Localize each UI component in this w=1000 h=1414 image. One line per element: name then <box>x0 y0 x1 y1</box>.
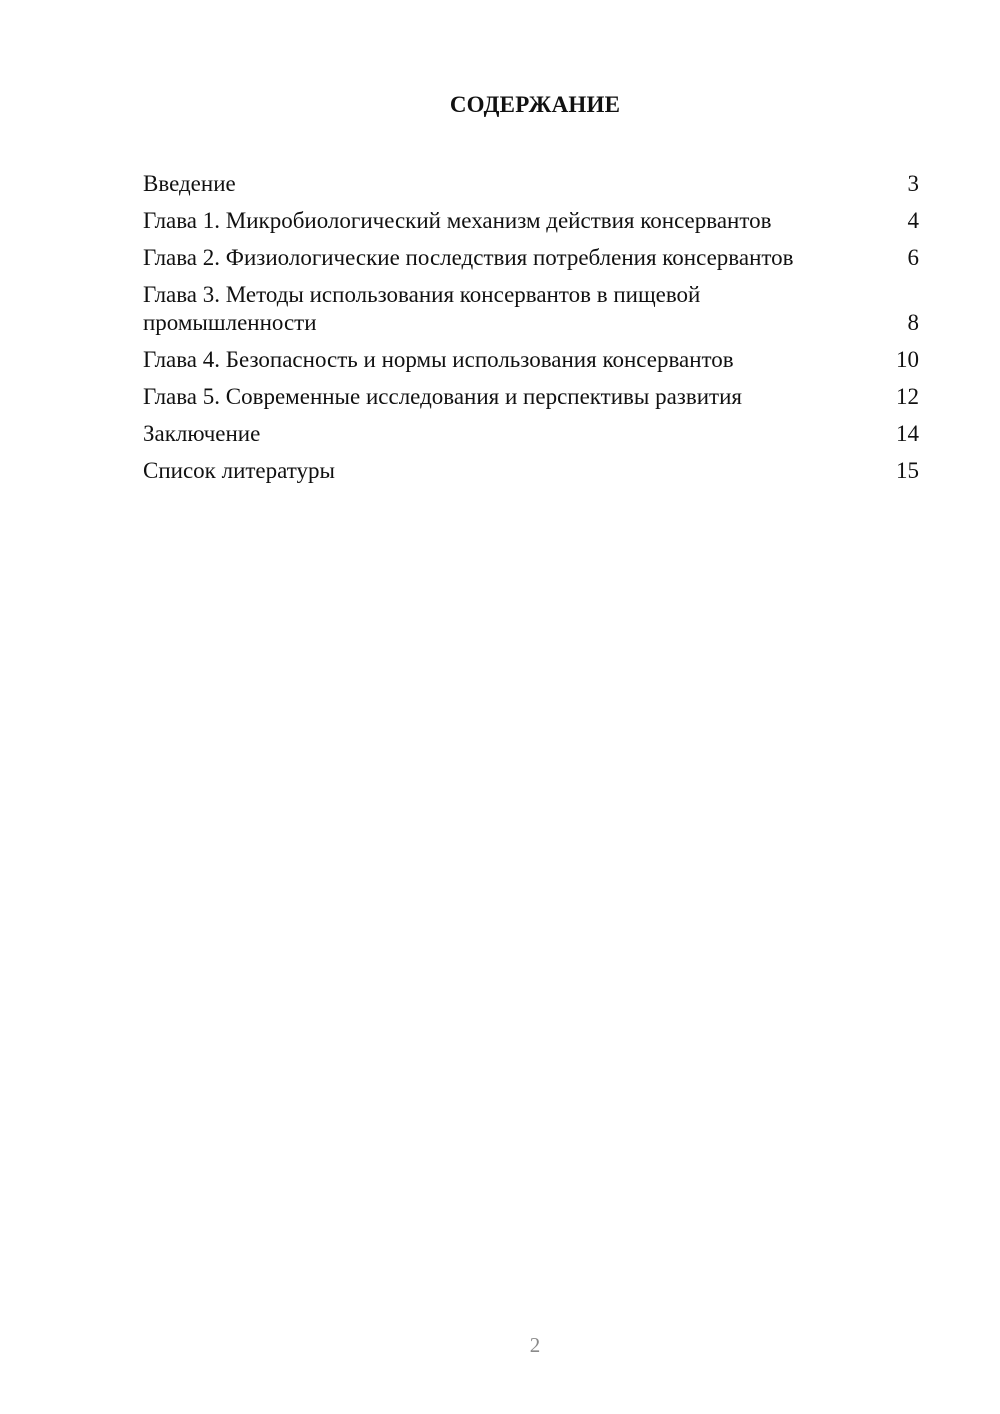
toc-entry-label: Заключение <box>143 421 261 446</box>
toc-entry-label: Введение <box>143 171 236 196</box>
toc-entry-page: 12 <box>896 384 919 409</box>
toc-entry-references[interactable] <box>143 457 919 485</box>
page-number: 2 <box>529 1333 541 1357</box>
toc-entry-conclusion[interactable] <box>143 420 919 448</box>
toc-entry-chapter-4[interactable] <box>143 346 919 374</box>
toc-entry-chapter-1[interactable] <box>143 207 919 235</box>
toc-entry-introduction[interactable] <box>143 170 919 198</box>
toc-entry-page: 10 <box>896 347 919 372</box>
toc-entry-label: Глава 2. Физиологические последствия потребления консервантов <box>143 245 794 270</box>
toc-entry-chapter-2[interactable] <box>143 244 919 272</box>
toc-entry-page: 4 <box>907 208 919 233</box>
toc-entry-page: 3 <box>907 171 919 196</box>
toc-entry-label: Глава 5. Современные исследования и перспективы развития <box>143 384 742 409</box>
toc-entry-chapter-5[interactable] <box>143 383 919 411</box>
toc-entry-page: 14 <box>896 421 919 446</box>
toc-entry-label: Глава 1. Микробиологический механизм действия консервантов <box>143 208 772 233</box>
toc-entry-page: 15 <box>896 458 919 483</box>
toc-entry-label: Глава 3. Методы использования консервантов в пищевой промышленности <box>143 282 701 335</box>
table-of-contents <box>143 170 919 494</box>
toc-entry-chapter-3[interactable] <box>143 281 919 337</box>
toc-entry-page: 6 <box>907 245 919 270</box>
toc-entry-label: Список литературы <box>143 458 335 483</box>
toc-entry-label: Глава 4. Безопасность и нормы использования консервантов <box>143 347 734 372</box>
toc-entry-page: 8 <box>907 310 919 335</box>
page-title: СОДЕРЖАНИЕ <box>449 92 621 117</box>
